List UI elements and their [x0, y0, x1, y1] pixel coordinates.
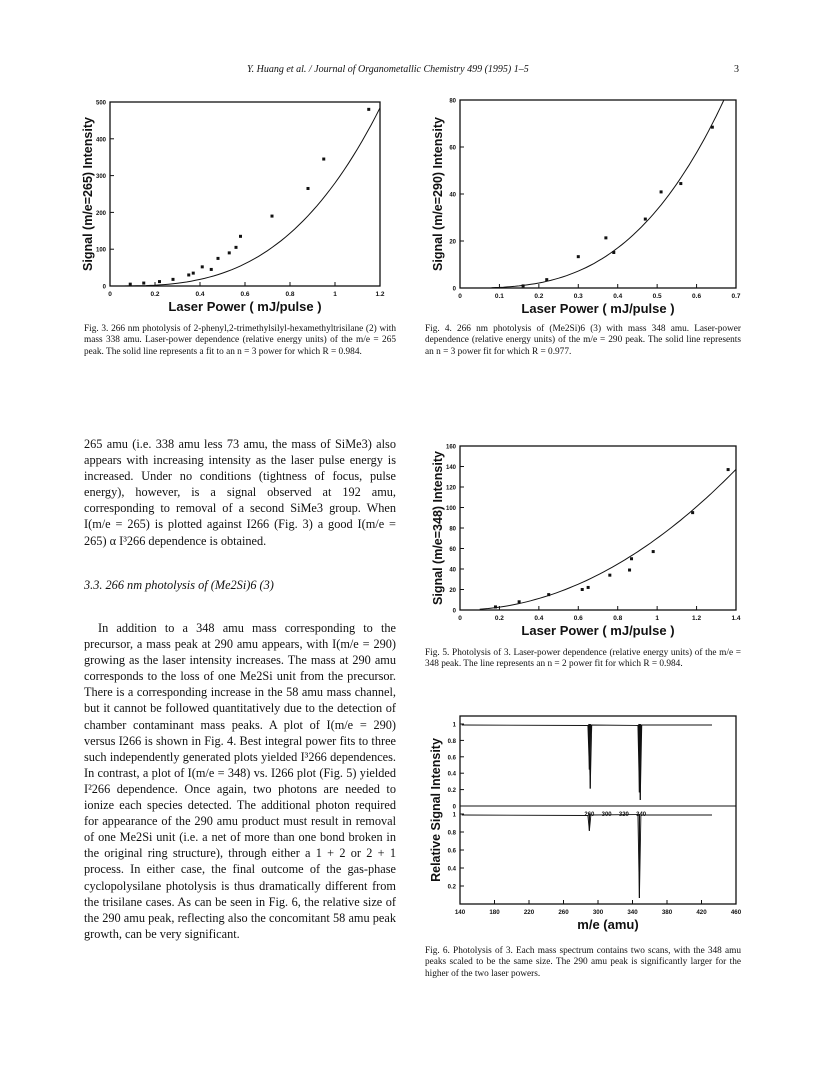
x-tick-label: 0	[108, 291, 112, 298]
y-axis-label: Signal (m/e=290) Intensity	[431, 117, 445, 271]
data-point	[271, 215, 274, 218]
figure-6-caption	[425, 946, 741, 980]
top-spectrum-trace	[462, 725, 712, 801]
fit-line	[492, 100, 724, 288]
x-tick-label: 1.2	[375, 291, 385, 298]
y-tick-label: 60	[449, 145, 456, 152]
x-tick-label: 260	[558, 909, 569, 916]
data-point	[322, 158, 325, 161]
x-tick-label: 0.6	[692, 293, 702, 300]
y-tick-label: 40	[449, 192, 456, 199]
x-axis-label: Laser Power ( mJ/pulse )	[521, 623, 675, 638]
y-tick-label: 0	[452, 804, 456, 811]
data-point	[660, 190, 663, 193]
data-point	[187, 273, 190, 276]
page-number: 3	[734, 64, 739, 75]
data-point	[307, 187, 310, 190]
x-tick-label: 140	[454, 909, 466, 916]
data-point	[587, 586, 590, 589]
x-axis-label: Laser Power ( mJ/pulse )	[168, 299, 322, 314]
y-tick-label: 0.8	[447, 830, 456, 837]
x-tick-label: 460	[730, 909, 742, 916]
bottom-spectrum-trace	[462, 815, 712, 899]
figure-5-caption-text: Fig. 5. Photolysis of 3. Laser-power dependence (relative energy units) of the m/e = 348 peak. The line represents an n = 2 power fit for which R = 0.984.	[425, 648, 741, 670]
x-tick-label: 1	[655, 615, 659, 622]
x-tick-label: 0.8	[285, 291, 295, 298]
y-tick-label: 0.2	[447, 884, 456, 891]
data-point	[217, 257, 220, 260]
figure-3-chart	[80, 96, 394, 318]
x-tick-label: 1.2	[692, 615, 702, 622]
paragraph-1-text: 265 amu (i.e. 338 amu less 73 amu, the mass of SiMe3) also appears with increasing intensity as the laser pulse energy is increased. Under no conditions (tightness of focus, pulse energy), however, is a signal observed at 192 amu, corresponding to removal of a second SiMe3 group. When I(m/e = 265) is plotted against I266 (Fig. 3) a good I(m/e = 265) α I³266 dependence is obtained.	[84, 437, 396, 548]
section-heading-text: 3.3. 266 nm photolysis of (Me2Si)6 (3)	[84, 578, 274, 592]
data-point	[727, 468, 730, 471]
y-tick-label: 40	[449, 567, 456, 574]
data-point	[201, 265, 204, 268]
x-axis-label: m/e (amu)	[577, 917, 639, 932]
data-point	[239, 235, 242, 238]
x-tick-label: 0.2	[534, 293, 544, 300]
data-point	[367, 108, 370, 111]
y-tick-label: 80	[449, 526, 456, 533]
x-tick-label: 1.4	[731, 615, 741, 622]
data-point	[129, 283, 132, 286]
y-tick-label: 0.2	[447, 788, 456, 795]
x-tick-label: 0.2	[150, 291, 160, 298]
figure-3-caption	[84, 324, 396, 358]
data-point	[235, 246, 238, 249]
y-tick-label: 0.4	[447, 866, 456, 873]
x-tick-label: 0.1	[494, 293, 504, 300]
figure-6-chart	[420, 712, 750, 940]
data-point	[192, 272, 195, 275]
data-point	[608, 574, 611, 577]
y-tick-label: 300	[95, 174, 106, 181]
x-tick-label: 0	[458, 293, 462, 300]
data-point	[652, 550, 655, 553]
running-title: Y. Huang et al. / Journal of Organometallic Chemistry 499 (1995) 1–5	[247, 64, 529, 75]
figure-4-chart	[420, 94, 750, 318]
y-tick-label: 0.4	[447, 771, 456, 778]
x-tick-label: 0.3	[573, 293, 583, 300]
x-tick-label: 340	[627, 909, 638, 916]
figure-4-caption	[425, 324, 741, 358]
x-axis-label: Laser Power ( mJ/pulse )	[521, 301, 675, 316]
fit-line	[480, 469, 736, 609]
y-tick-label: 0.8	[447, 738, 456, 745]
paragraph-1	[84, 436, 396, 549]
x-tick-label: 0.7	[731, 293, 741, 300]
inner-x-tick-label: 340	[636, 812, 647, 818]
y-tick-label: 100	[95, 247, 106, 254]
y-tick-label: 400	[95, 137, 106, 144]
data-point	[577, 255, 580, 258]
x-tick-label: 420	[696, 909, 707, 916]
fit-line	[110, 108, 380, 286]
x-tick-label: 0.4	[195, 291, 205, 298]
plot-frame	[460, 716, 736, 904]
y-axis-label: Relative Signal Intensity	[429, 738, 443, 882]
x-tick-label: 1	[333, 291, 337, 298]
figure-5-caption	[425, 648, 741, 671]
data-point	[228, 251, 231, 254]
y-tick-label: 0	[102, 284, 106, 291]
paragraph-2-text: In addition to a 348 amu mass corresponding to the precursor, a mass peak at 290 amu appears, with I(m/e = 290) growing as the laser intensity increases. The mass at 290 amu corresponds to the loss of one Me2Si unit from the precursor. There is a corresponding increase in the 58 amu mass channel, but it cannot be followed quantitatively due to the detection of chamber contaminant mass peaks. A plot of I(m/e = 290) versus I266 is shown in Fig. 4. Best integral power fits to three such independently generated plots yielded I³266 dependences. In contrast, a plot of I(m/e = 348) vs. I266 plot (Fig. 5) yielded I²266 dependence. Once again, two photons are needed to ionize each species detected. The additional photon required for appearance of the 290 amu product must result in removal of one Me2Si unit (i.e. a net of more than one bond broken in the original ring structure), through either a 1 + 2 or 2 + 1 process. In either case, the final outcome of the gas-phase cyclopolysilane photolysis is thus dramatically different from the trisilane cases. As can be seen in Fig. 6, the relative size of the 290 amu peak, reflecting also the concomitant 58 amu peak growth, can be very significant.	[84, 621, 396, 941]
x-tick-label: 180	[489, 909, 500, 916]
data-point	[581, 588, 584, 591]
running-header	[0, 64, 816, 80]
y-tick-label: 0.6	[447, 755, 456, 762]
x-tick-label: 0.6	[573, 615, 583, 622]
x-tick-label: 0.4	[613, 293, 623, 300]
x-tick-label: 0	[458, 615, 462, 622]
plot-frame	[460, 100, 736, 288]
y-tick-label: 140	[445, 465, 456, 471]
inner-x-tick-label: 300	[601, 812, 612, 818]
y-tick-label: 100	[445, 506, 456, 512]
data-point	[679, 182, 682, 185]
y-tick-label: 1	[452, 722, 456, 729]
y-tick-label: 80	[449, 98, 456, 105]
data-point	[172, 278, 175, 281]
y-tick-label: 500	[95, 100, 106, 107]
y-tick-label: 20	[449, 588, 456, 594]
x-tick-label: 0.4	[534, 615, 544, 622]
y-tick-label: 0	[452, 608, 456, 615]
paragraph-2	[84, 620, 396, 942]
y-tick-label: 60	[449, 547, 456, 553]
x-tick-label: 0.8	[613, 615, 623, 622]
x-tick-label: 220	[523, 909, 535, 916]
figure-5-chart	[420, 440, 750, 640]
data-point	[142, 282, 145, 285]
y-tick-label: 20	[449, 239, 456, 246]
y-tick-label: 120	[445, 485, 456, 492]
x-tick-label: 380	[661, 909, 673, 916]
inner-x-tick-label: 320	[618, 812, 629, 818]
plot-frame	[110, 102, 380, 286]
x-tick-label: 0.5	[652, 293, 662, 300]
y-axis-label: Signal (m/e=265) Intensity	[81, 117, 95, 271]
figure-6-caption-text: Fig. 6. Photolysis of 3. Each mass spectrum contains two scans, with the 348 amu peaks scaled to be the same size. The 290 amu peak is significantly larger for the higher of the two laser powers.	[425, 946, 741, 979]
y-tick-label: 200	[95, 210, 106, 217]
y-tick-label: 1	[452, 812, 456, 819]
figure-4-caption-text: Fig. 4. 266 nm photolysis of (Me2Si)6 (3) with mass 348 amu. Laser-power dependence (relative energy units) of the m/e = 290 peak. The solid line represents an n = 3 power fit for which R = 0.977.	[425, 324, 741, 357]
section-heading	[84, 578, 396, 593]
y-axis-label: Signal (m/e=348) Intensity	[431, 451, 445, 605]
x-tick-label: 0.2	[494, 615, 504, 622]
data-point	[644, 218, 647, 221]
x-tick-label: 300	[592, 909, 604, 916]
y-tick-label: 0	[452, 286, 456, 293]
data-point	[158, 280, 161, 283]
data-point	[628, 569, 631, 572]
data-point	[604, 236, 607, 239]
data-point	[630, 557, 633, 560]
x-tick-label: 0.6	[240, 291, 250, 298]
figure-3-caption-text: Fig. 3. 266 nm photolysis of 2-phenyl,2-trimethylsilyl-hexamethyltrisilane (2) with mass 338 amu. Laser-power dependence (relative energy units) of the m/e = 265 peak. The solid line represents a fit to an n = 3 power for which R = 0.984.	[84, 324, 396, 357]
plot-frame	[460, 446, 736, 610]
y-tick-label: 0.6	[447, 848, 456, 855]
data-point	[210, 268, 213, 271]
inner-x-tick-label: 260	[584, 812, 595, 818]
y-tick-label: 160	[445, 444, 456, 451]
